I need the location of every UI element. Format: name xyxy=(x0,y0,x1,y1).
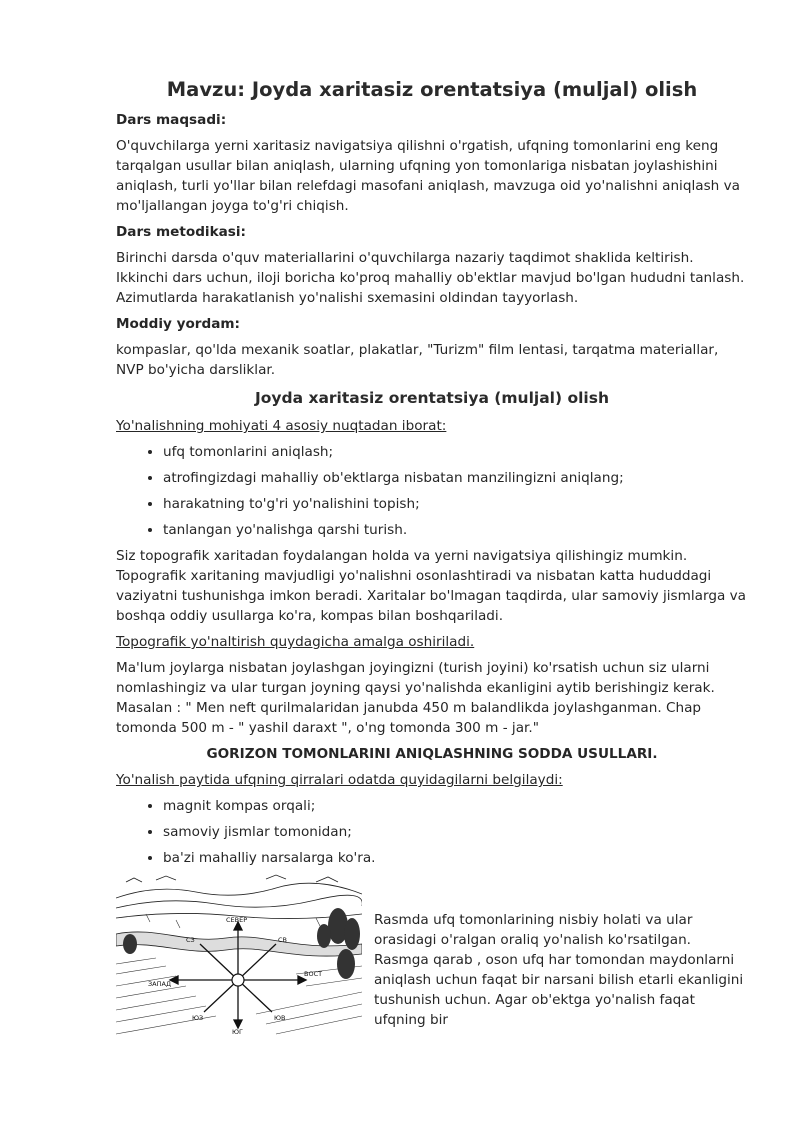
topo-paragraph: Siz topografik xaritadan foydalangan holda va yerni navigatsiya qilishingiz mumkin. Topografik xaritaning mavjudligi yo'nalishni osonlashtiradi va nisbatan katta hududdagi vaziyatni tushunishga imkon beradi. Xaritalar bo'lmagan taqdirda, ular samoviy jismlarga va boshqa oddiy usullarga ko'ra, kompas bilan boshqariladi. xyxy=(116,548,746,624)
essence-list xyxy=(116,442,748,540)
list-item: • ba'zi mahalliy narsalarga ko'ra. xyxy=(163,848,748,868)
compass-label-northwest: СЗ xyxy=(186,936,195,944)
list-item: • samoviy jismlar tomonidan; xyxy=(163,822,748,842)
essence-heading: Yo'nalishning mohiyati 4 asosiy nuqtadan iborat: xyxy=(116,418,447,434)
materials-label: Moddiy yordam: xyxy=(116,316,240,332)
goal-text: O'quvchilarga yerni xaritasiz navigatsiya qilishni o'rgatish, ufqning tomonlarini eng keng tarqalgan usullar bilan aniqlash, ularning ufqning yon tomonlariga nisbatan joylashishini aniqlash, turli yo'llar bilan relefdagi masofani aniqlash, mavzuga oid yo'nalishni aniqlash va mo'ljallangan joyga to'g'ri chiqish. xyxy=(116,138,740,214)
compass-landscape-illustration xyxy=(116,874,362,1036)
list-item: • ufq tomonlarini aniqlash; xyxy=(163,442,748,462)
list-item: • magnit kompas orqali; xyxy=(163,796,748,816)
horizon-heading: Yo'nalish paytida ufqning qirralari odatda quyidagilarni belgilaydi: xyxy=(116,772,563,788)
goal-label: Dars maqsadi: xyxy=(116,112,227,128)
page-title: Mavzu: Joyda xaritasiz orentatsiya (muljal) olish xyxy=(166,78,698,101)
compass-label-east: ВОСТ xyxy=(304,970,323,978)
method-label: Dars metodikasi: xyxy=(116,224,246,240)
list-item: • atrofingizdagi mahalliy ob'ektlarga nisbatan manzilingizni aniqlang; xyxy=(163,468,748,488)
compass-label-south: ЮГ xyxy=(232,1028,243,1036)
materials-text: kompaslar, qo'lda mexanik soatlar, plakatlar, "Turizm" film lentasi, tarqatma materiallar, NVP bo'yicha darsliklar. xyxy=(116,342,719,378)
horizon-title: GORIZON TOMONLARINI ANIQLASHNING SODDA USULLARI. xyxy=(206,746,658,762)
document-page xyxy=(116,76,748,1036)
compass-label-northeast: СВ xyxy=(278,936,287,944)
list-item: • harakatning to'g'ri yo'nalishini topish; xyxy=(163,494,748,514)
compass-label-southeast: ЮВ xyxy=(274,1014,286,1022)
compass-label-north: СЕВЕР xyxy=(226,916,248,924)
section-title: Joyda xaritasiz orentatsiya (muljal) olish xyxy=(254,389,609,407)
compass-label-southwest: ЮЗ xyxy=(192,1014,204,1022)
method-text: Birinchi darsda o'quv materiallarini o'quvchilarga nazariy taqdimot shaklida keltirish. Ikkinchi dars uchun, iloji boricha ko'proq mahalliy ob'ektlar mavjud bo'lgan hududni tanlash. Azimutlarda harakatlanish yo'nalishi sxemasini oldindan tayyorlash. xyxy=(116,250,745,306)
figure-row xyxy=(116,874,748,1036)
example-paragraph: Ma'lum joylarga nisbatan joylashgan joyingizni (turish joyini) ko'rsatish uchun siz ularni nomlashingiz va ular turgan joyning qaysi yo'nalishda ekanligini aytib berishingiz kerak. Masalan : " Men neft qurilmalaridan janubda 450 m balandlikda joylashganman. Chap tomonda 500 m - " yashil daraxt ", o'ng tomonda 300 m - jar." xyxy=(116,660,715,736)
horizon-list xyxy=(116,796,748,868)
figure-caption: Rasmda ufq tomonlarining nisbiy holati va ular orasidagi o'ralgan oraliq yo'nalish ko'rsatilgan. Rasmga qarab , oson ufq har tomondan maydonlarni aniqlash uchun faqat bir narsani bilish etarli ekanligini tushunish uchun. Agar ob'ektga yo'nalish faqat ufqning bir xyxy=(374,912,744,1028)
compass-label-west: ЗАПАД xyxy=(148,980,172,988)
list-item: • tanlangan yo'nalishga qarshi turish. xyxy=(163,520,748,540)
topo-heading: Topografik yo'naltirish quydagicha amalga oshiriladi. xyxy=(116,634,475,650)
